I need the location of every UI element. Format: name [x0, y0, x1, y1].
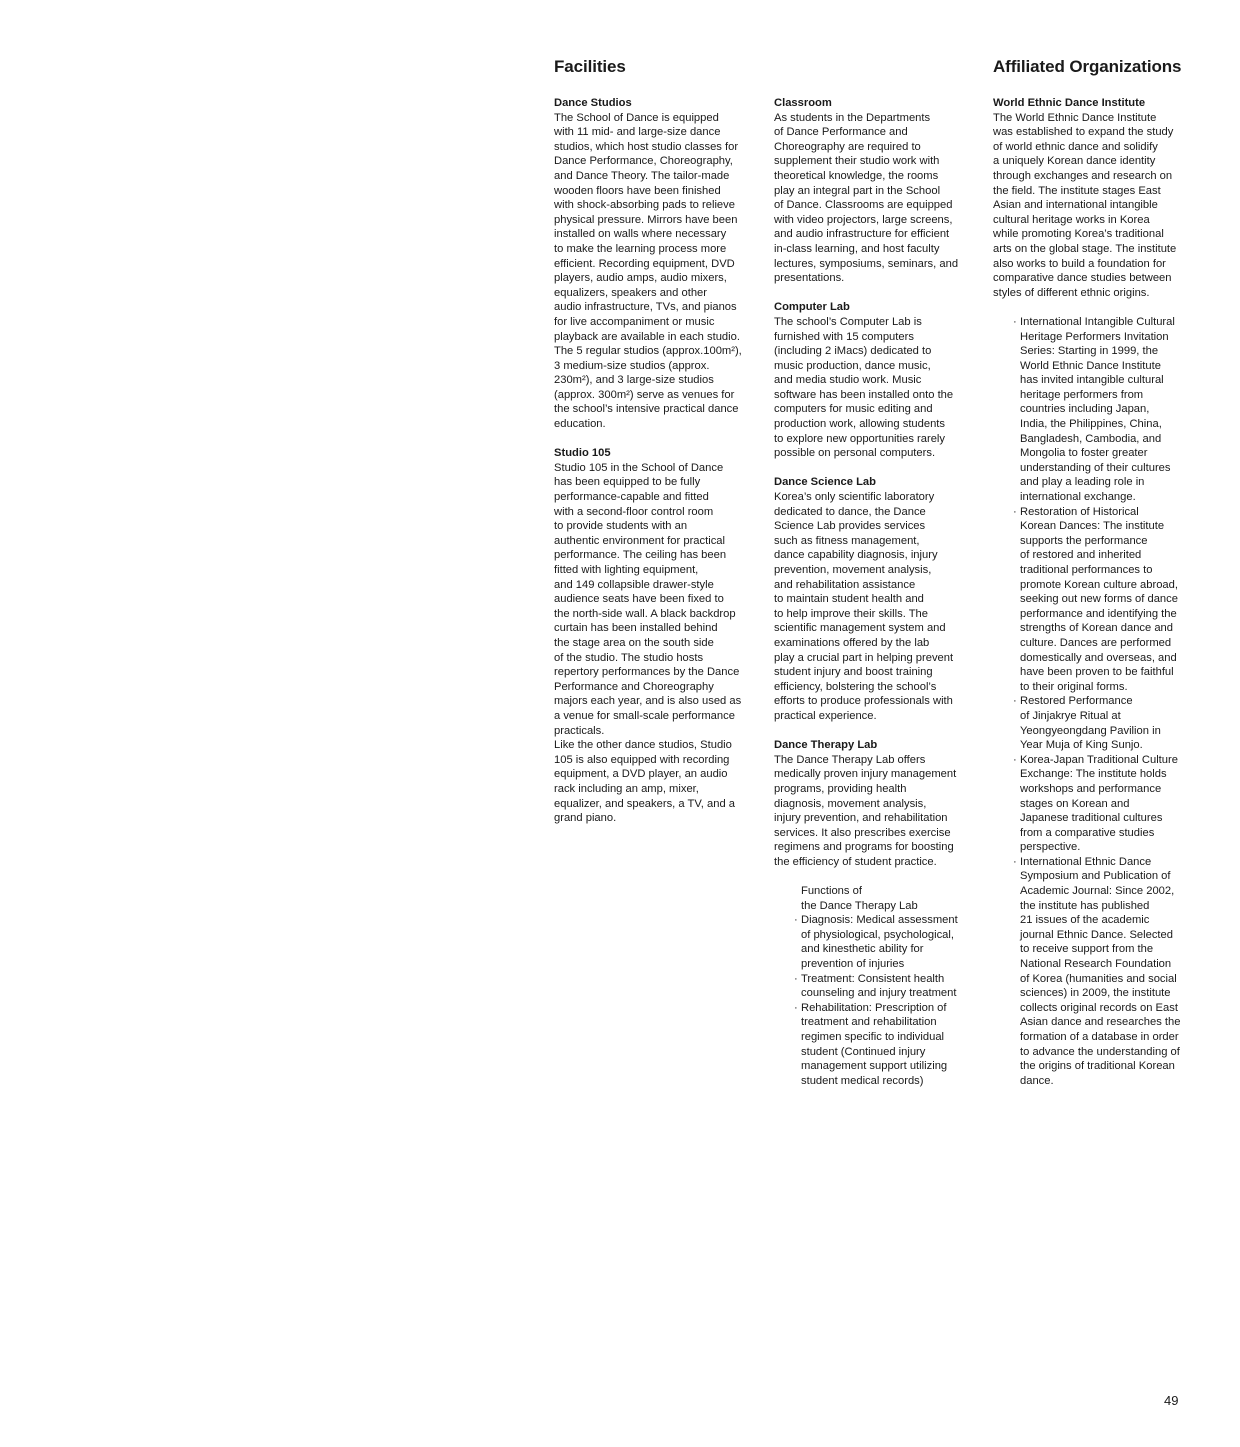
therapy-functions-title — [774, 884, 984, 913]
text-line: · Restoration of Historical — [1020, 505, 1139, 518]
text-line: playback are available in each studio. — [554, 330, 740, 343]
text-line: injury prevention, and rehabilitation — [774, 812, 948, 825]
text-line: programs, providing health — [774, 782, 907, 795]
text-line: a uniquely Korean dance identity — [993, 155, 1156, 168]
text-line: Functions of — [801, 885, 862, 898]
text-line: and audio infrastructure for efficient — [774, 228, 950, 241]
text-line: traditional performances to — [1020, 564, 1153, 576]
text-line: practical experience. — [774, 709, 877, 722]
bullet-item — [774, 913, 984, 971]
text-line: · Treatment: Consistent health — [801, 972, 945, 985]
text-line: the field. The institute stages East — [993, 184, 1161, 197]
bullet-item — [774, 972, 984, 1001]
text-line: Mongolia to foster greater — [1020, 447, 1148, 460]
text-line: Japanese traditional cultures — [1020, 812, 1163, 825]
text-line: Dance Performance, Choreography, — [554, 155, 733, 168]
text-line: prevention of injuries — [801, 958, 905, 971]
text-line: dedicated to dance, the Dance — [774, 505, 926, 518]
classroom-heading: Classroom — [774, 97, 832, 109]
text-line: stages on Korean and — [1020, 797, 1130, 810]
text-line: efficiency, bolstering the school’s — [774, 680, 937, 693]
text-line: dance capability diagnosis, injury — [774, 549, 938, 562]
text-line: physical pressure. Mirrors have been — [554, 213, 738, 226]
text-line: examinations offered by the lab — [774, 636, 930, 649]
text-line: presentations. — [774, 272, 845, 285]
text-line: audience seats have been fixed to — [554, 593, 724, 606]
text-line: promote Korean culture abroad, — [1020, 578, 1178, 591]
text-line: Exchange: The institute holds — [1020, 768, 1167, 781]
text-line: Like the other dance studios, Studio — [554, 739, 732, 752]
text-line: Studio 105 in the School of Dance — [554, 461, 724, 474]
text-line: of physiological, psychological, — [801, 928, 954, 941]
text-line: efforts to produce professionals with — [774, 695, 953, 708]
text-line: regimen specific to individual — [801, 1031, 945, 1043]
text-line: understanding of their cultures — [1020, 461, 1171, 474]
text-line: grand piano. — [554, 812, 617, 825]
text-line: the institute has published — [1020, 899, 1150, 912]
text-line: play an integral part in the School — [774, 184, 941, 197]
text-line: National Research Foundation — [1020, 958, 1172, 971]
classroom-body — [774, 111, 984, 286]
text-line: Performance and Choreography — [554, 680, 714, 693]
text-line: curtain has been installed behind — [554, 622, 718, 635]
text-line: lectures, symposiums, seminars, and — [774, 257, 959, 270]
text-line: and Dance Theory. The tailor-made — [554, 169, 730, 182]
text-line: of Dance Performance and — [774, 126, 908, 139]
text-line: Year Muja of King Sunjo. — [1020, 739, 1143, 752]
text-line: As students in the Departments — [774, 111, 931, 124]
text-line: scientific management system and — [774, 622, 946, 635]
bullet-item — [993, 315, 1203, 505]
text-line: 3 medium-size studios (approx. — [554, 359, 710, 372]
text-line: Science Lab provides services — [774, 520, 926, 533]
text-line: the efficiency of student practice. — [774, 855, 937, 868]
page-number: 49 — [1164, 1393, 1179, 1408]
text-line: production work, allowing students — [774, 418, 946, 431]
text-line: majors each year, and is also used as — [554, 695, 742, 708]
text-line: music production, dance music, — [774, 359, 931, 372]
text-line: repertory performances by the Dance — [554, 666, 740, 679]
institute-heading: World Ethnic Dance Institute — [993, 97, 1146, 109]
text-line: Korea’s only scientific laboratory — [774, 491, 935, 504]
dance-therapy-lab-heading: Dance Therapy Lab — [774, 739, 878, 752]
institute-programs-list — [993, 315, 1203, 1088]
text-line: also works to build a foundation for — [993, 257, 1166, 270]
text-line: of Jinjakrye Ritual at — [1020, 709, 1121, 722]
text-line: services. It also prescribes exercise — [774, 826, 951, 839]
text-line: cultural heritage works in Korea — [993, 213, 1150, 226]
text-line: · International Ethnic Dance — [1020, 855, 1152, 868]
studio-105-body — [554, 461, 764, 826]
text-line: strengths of Korean dance and — [1020, 622, 1174, 635]
text-line: · International Intangible Cultural — [1020, 315, 1175, 328]
dance-therapy-lab-body — [774, 753, 984, 870]
text-line: with video projectors, large screens, — [774, 213, 953, 226]
text-line: rack including an amp, mixer, — [554, 782, 699, 795]
text-line: to advance the understanding of — [1020, 1045, 1180, 1058]
column-3 — [993, 96, 1203, 1088]
text-line: with shock-absorbing pads to relieve — [554, 199, 735, 212]
text-line: the north-side wall. A black backdrop — [554, 607, 736, 620]
text-line: has invited intangible cultural — [1020, 374, 1164, 387]
dance-studios-body — [554, 111, 764, 432]
text-line: Asian and international intangible — [993, 199, 1158, 212]
text-line: Symposium and Publication of — [1020, 870, 1171, 883]
text-line: Yeongyeongdang Pavilion in — [1020, 724, 1161, 737]
text-line: wooden floors have been finished — [554, 184, 721, 197]
text-line: practicals. — [554, 724, 605, 737]
text-line: fitted with lighting equipment, — [554, 564, 699, 576]
text-line: installed on walls where necessary — [554, 228, 727, 241]
text-line: (approx. 300m²) serve as venues for — [554, 388, 735, 401]
text-line: Choreography are required to — [774, 140, 921, 153]
bullet-item — [993, 855, 1203, 1089]
text-line: The school’s Computer Lab is — [774, 315, 922, 328]
facilities-title: Facilities — [554, 57, 626, 76]
text-line: a venue for small-scale performance — [554, 709, 735, 722]
text-line: journal Ethnic Dance. Selected — [1020, 928, 1173, 941]
text-line: culture. Dances are performed — [1020, 636, 1172, 649]
bullet-item — [993, 694, 1203, 752]
text-line: with 11 mid- and large-size dance — [554, 126, 721, 139]
text-line: medically proven injury management — [774, 768, 957, 781]
text-line: to receive support from the — [1020, 943, 1154, 956]
text-line: Korean Dances: The institute — [1020, 520, 1165, 533]
column-2 — [774, 96, 984, 1088]
text-line: equipment, a DVD player, an audio — [554, 768, 728, 781]
text-line: furnished with 15 computers — [774, 330, 914, 343]
text-line: performance and identifying the — [1020, 607, 1177, 620]
text-line: Asian dance and researches the — [1020, 1016, 1181, 1029]
text-line: World Ethnic Dance Institute — [1020, 359, 1161, 372]
text-line: Bangladesh, Cambodia, and — [1020, 432, 1162, 445]
text-line: · Korea-Japan Traditional Culture — [1020, 753, 1178, 766]
text-line: treatment and rehabilitation — [801, 1016, 937, 1029]
text-line: of Dance. Classrooms are equipped — [774, 199, 953, 212]
text-line: international exchange. — [1020, 491, 1136, 504]
text-line: equalizers, speakers and other — [554, 286, 707, 299]
text-line: diagnosis, movement analysis, — [774, 797, 927, 810]
text-line: while promoting Korea’s traditional — [993, 228, 1164, 241]
text-line: management support utilizing — [801, 1060, 948, 1073]
text-line: and play a leading role in — [1020, 476, 1145, 489]
therapy-functions-list — [774, 913, 984, 1088]
text-line: The School of Dance is equipped — [554, 111, 719, 124]
studio-105-heading: Studio 105 — [554, 447, 611, 460]
text-line: to make the learning process more — [554, 242, 727, 255]
text-line: of the studio. The studio hosts — [554, 651, 704, 664]
text-line: · Rehabilitation: Prescription of — [801, 1001, 947, 1014]
text-line: of world ethnic dance and solidify — [993, 140, 1158, 153]
text-line: The Dance Therapy Lab offers — [774, 753, 926, 766]
text-line: formation of a database in order — [1020, 1031, 1179, 1043]
text-line: efficient. Recording equipment, DVD — [554, 257, 735, 270]
text-line: for live accompaniment or music — [554, 315, 715, 328]
text-line: computers for music editing and — [774, 403, 933, 416]
text-line: to their original forms. — [1020, 680, 1128, 693]
text-line: from a comparative studies — [1020, 826, 1155, 839]
text-line: was established to expand the study — [993, 126, 1174, 139]
text-line: prevention, movement analysis, — [774, 564, 932, 576]
text-line: 21 issues of the academic — [1020, 914, 1150, 927]
text-line: styles of different ethnic origins. — [993, 286, 1150, 299]
text-line: authentic environment for practical — [554, 534, 726, 547]
computer-lab-body — [774, 315, 984, 461]
text-line: workshops and performance — [1020, 782, 1162, 795]
text-line: studios, which host studio classes for — [554, 140, 739, 153]
text-line: student (Continued injury — [801, 1045, 926, 1058]
text-line: have been proven to be faithful — [1020, 666, 1174, 679]
text-line: and media studio work. Music — [774, 374, 922, 387]
text-line: counseling and injury treatment — [801, 987, 957, 1000]
text-line: performance-capable and fitted — [554, 491, 709, 504]
text-line: heritage performers from — [1020, 388, 1144, 401]
text-line: countries including Japan, — [1020, 403, 1150, 416]
text-line: audio infrastructure, TVs, and pianos — [554, 301, 737, 314]
institute-body — [993, 111, 1203, 301]
text-line: The 5 regular studios (approx.100m²), — [554, 345, 742, 358]
text-line: student injury and boost training — [774, 666, 933, 679]
text-line: to maintain student health and — [774, 593, 924, 606]
text-line: of Korea (humanities and social — [1020, 972, 1177, 985]
text-line: 230m²), and 3 large-size studios — [554, 374, 714, 387]
text-line: theoretical knowledge, the rooms — [774, 169, 939, 182]
text-line: such as fitness management, — [774, 534, 920, 547]
text-line: regimens and programs for boosting — [774, 841, 954, 854]
text-line: supports the performance — [1020, 534, 1148, 547]
bullet-item — [774, 1001, 984, 1089]
text-line: and rehabilitation assistance — [774, 578, 916, 591]
text-line: with a second-floor control room — [554, 505, 714, 518]
text-line: in-class learning, and host faculty — [774, 242, 940, 255]
text-line: has been equipped to be fully — [554, 476, 701, 489]
affiliated-organizations-title: Affiliated Organizations — [993, 57, 1182, 76]
text-line: seeking out new forms of dance — [1020, 593, 1178, 606]
text-line: collects original records on East — [1020, 1001, 1178, 1014]
text-line: domestically and overseas, and — [1020, 651, 1177, 664]
text-line: software has been installed onto the — [774, 388, 954, 401]
text-line: arts on the global stage. The institute — [993, 242, 1177, 255]
text-line: perspective. — [1020, 841, 1081, 854]
dance-studios-heading: Dance Studios — [554, 97, 632, 109]
text-line: 105 is also equipped with recording — [554, 753, 730, 766]
text-line: the Dance Therapy Lab — [801, 899, 918, 912]
bullet-item — [993, 505, 1203, 695]
text-line: through exchanges and research on — [993, 169, 1173, 182]
bullet-item — [993, 753, 1203, 855]
text-line: comparative dance studies between — [993, 272, 1172, 285]
text-line: play a crucial part in helping prevent — [774, 651, 954, 664]
text-line: · Diagnosis: Medical assessment — [801, 914, 958, 927]
text-line: and 149 collapsible drawer-style — [554, 578, 714, 591]
text-line: India, the Philippines, China, — [1020, 418, 1162, 431]
computer-lab-heading: Computer Lab — [774, 301, 850, 314]
text-line: and kinesthetic ability for — [801, 943, 924, 956]
text-line: to help improve their skills. The — [774, 607, 928, 620]
text-line: the origins of traditional Korean — [1020, 1060, 1175, 1073]
text-line: student medical records) — [801, 1074, 924, 1087]
text-line: dance. — [1020, 1074, 1054, 1087]
dance-science-lab-heading: Dance Science Lab — [774, 476, 876, 489]
text-line: supplement their studio work with — [774, 155, 940, 168]
dance-science-lab-body — [774, 490, 984, 724]
text-line: Series: Starting in 1999, the — [1020, 345, 1159, 358]
text-line: the school’s intensive practical dance — [554, 403, 739, 416]
text-line: players, audio amps, audio mixers, — [554, 272, 727, 285]
column-1 — [554, 96, 764, 826]
text-line: performance. The ceiling has been — [554, 549, 727, 562]
text-line: Heritage Performers Invitation — [1020, 330, 1169, 343]
text-line: (including 2 iMacs) dedicated to — [774, 345, 932, 358]
text-line: the stage area on the south side — [554, 636, 714, 649]
text-line: equalizer, and speakers, a TV, and a — [554, 797, 735, 810]
text-line: possible on personal computers. — [774, 447, 936, 460]
text-line: Academic Journal: Since 2002, — [1020, 885, 1175, 898]
text-line: sciences) in 2009, the institute — [1020, 987, 1171, 1000]
text-line: to provide students with an — [554, 520, 688, 533]
text-line: education. — [554, 418, 606, 431]
text-line: of restored and inherited — [1020, 549, 1142, 562]
text-line: · Restored Performance — [1020, 695, 1133, 708]
text-line: to explore new opportunities rarely — [774, 432, 946, 445]
text-line: The World Ethnic Dance Institute — [993, 111, 1157, 124]
